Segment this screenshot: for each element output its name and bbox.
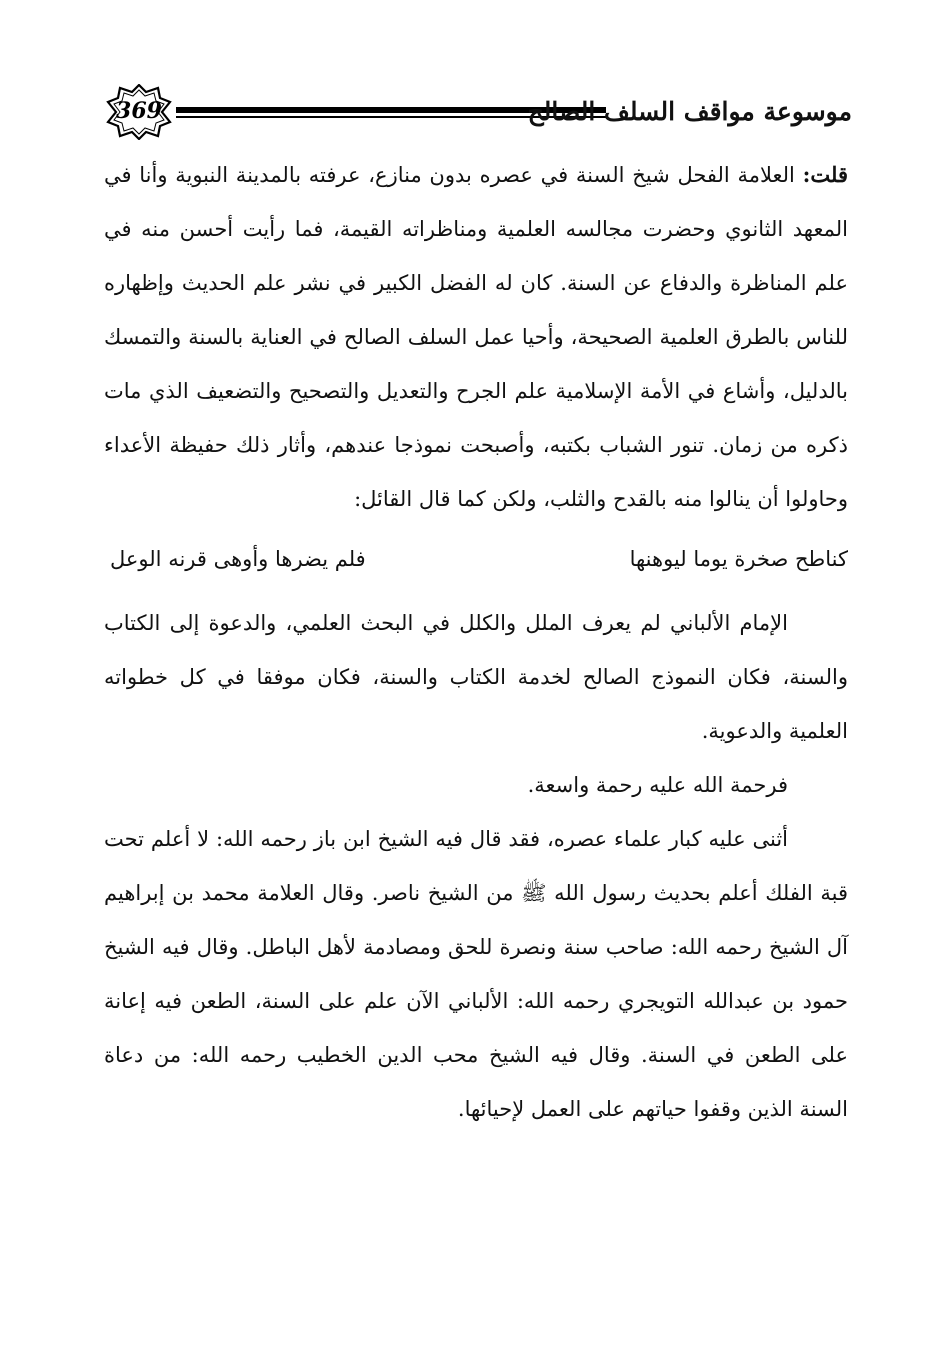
series-title: موسوعة مواقف السلف الصالح [527,97,852,126]
page-number-badge [102,84,176,140]
poetry-verse [104,532,848,586]
paragraph-2: الإمام الألباني لم يعرف الملل والكلل في البحث العلمي، والدعوة إلى الكتاب والسنة، فكان النموذج الصالح لخدمة الكتاب والسنة، فكان موفقا في كل خطواته العلمية والدعوية. [104,611,848,743]
paragraph-1-text: العلامة الفحل شيخ السنة في عصره بدون منازع، عرفته بالمدينة النبوية وأنا في المعهد الثانوي وحضرت مجالسه العلمية ومناظراته القيمة، فما رأيت أحسن منه في علم المناظرة والدفاع عن السنة. كان له الفضل الكبير في نشر علم الحديث وإظهاره للناس بالطرق العلمية الصحيحة، وأحيا عمل السلف الصالح في العناية بالسنة والتمسك بالدليل، وأشاع في الأمة الإسلامية علم الجرح والتعديل والتصحيح والتضعيف الذي مات ذكره من زمان. تنور الشباب بكتبه، وأصبحت نموذجا عندهم، وأثار ذلك حفيظة الأعداء وحاولوا أن ينالوا منه بالقدح والثلب، ولكن كما قال القائل: [104,163,848,511]
verse-second-hemistich: فلم يضرها وأوهى قرنه الوعل [110,547,366,571]
paragraph-1 [104,148,848,526]
verse-first-hemistich: كناطح صخرة يوما ليوهنها [629,547,848,571]
paragraph-4: أثنى عليه كبار علماء عصره، فقد قال فيه الشيخ ابن باز رحمه الله: لا أعلم تحت قبة الفلك أعلم بحديث رسول الله ﷺ من الشيخ ناصر. وقال العلامة محمد بن إبراهيم آل الشيخ رحمه الله: صاحب سنة ونصرة للحق ومصادمة لأهل الباطل. وقال فيه الشيخ حمود بن عبدالله التويجري رحمه الله: الألباني الآن علم على السنة، الطعن فيه إعانة على الطعن في السنة. وقال فيه الشيخ محب الدين الخطيب رحمه الله: من دعاة السنة الذين وقفوا حياتهم على العمل لإحيائها. [104,827,848,1121]
page-number: 369 [116,98,162,124]
page-header [100,84,852,146]
paragraph-1-lead: قلت: [802,162,848,187]
body-text [104,148,848,1136]
paragraph-3: فرحمة الله عليه رحمة واسعة. [527,773,788,797]
